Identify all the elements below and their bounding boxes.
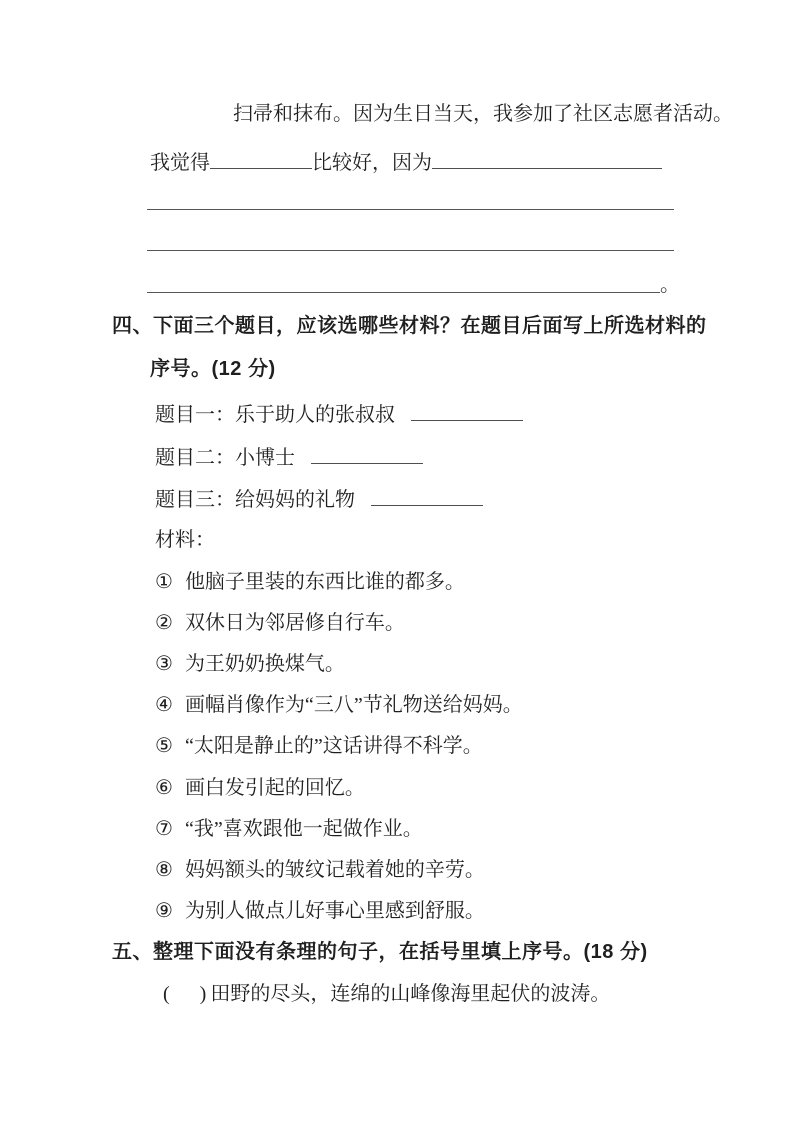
opinion-prefix: 我觉得 <box>150 152 210 174</box>
topic-item-3 <box>155 485 483 514</box>
answer-bracket-open: ( <box>163 983 170 1005</box>
opinion-answer-blank-2 <box>432 148 662 169</box>
opinion-sentence <box>150 148 662 177</box>
material-number-5: ⑤ <box>155 735 173 757</box>
answer-final-period: 。 <box>660 274 680 296</box>
intro-continuation-line: 扫帚和抹布。因为生日当天，我参加了社区志愿者活动。 <box>233 103 733 125</box>
material-item-6 <box>155 775 365 802</box>
material-text-5: “太阳是静止的”这话讲得不科学。 <box>184 735 483 757</box>
material-text-3: 为王奶奶换煤气。 <box>184 653 345 675</box>
topic-label-2: 题目二：小博士 <box>155 447 295 469</box>
material-number-7: ⑦ <box>155 818 173 840</box>
material-item-3 <box>155 651 345 678</box>
topic-item-2 <box>155 443 423 472</box>
material-text-7: “我”喜欢跟他一起做作业。 <box>184 818 423 840</box>
material-item-7 <box>155 816 423 843</box>
section-four-heading-line1: 四、下面三个题目，应该选哪些材料？在题目后面写上所选材料的 <box>112 315 707 337</box>
material-number-9: ⑨ <box>155 900 173 922</box>
materials-label: 材料： <box>155 529 215 551</box>
material-number-3: ③ <box>155 653 173 675</box>
answer-rule-2 <box>147 250 674 251</box>
opinion-suffix: 比较好，因为 <box>312 152 432 174</box>
material-text-1: 他脑子里装的东西比谁的都多。 <box>184 571 465 593</box>
material-number-6: ⑥ <box>155 777 173 799</box>
topic-label-1: 题目一：乐于助人的张叔叔 <box>155 404 395 426</box>
material-number-8: ⑧ <box>155 859 173 881</box>
answer-rule-1 <box>147 209 674 210</box>
material-number-4: ④ <box>155 694 173 716</box>
material-item-8 <box>155 857 485 884</box>
material-item-9 <box>155 898 485 925</box>
topic-answer-blank-3 <box>371 485 483 506</box>
topic-answer-blank-2 <box>311 443 423 464</box>
section-four-heading-line2: 序号。(12 分) <box>150 358 276 380</box>
opinion-answer-blank-1 <box>210 148 312 169</box>
material-text-8: 妈妈额头的皱纹记载着她的辛劳。 <box>184 859 485 881</box>
topic-item-1 <box>155 400 523 429</box>
material-number-2: ② <box>155 612 173 634</box>
answer-rule-3 <box>147 292 660 293</box>
sentence-text: 田野的尽头，连绵的山峰像海里起伏的波涛。 <box>210 983 611 1005</box>
material-number-1: ① <box>155 571 173 593</box>
answer-bracket-close: ) <box>199 983 207 1005</box>
topic-label-3: 题目三：给妈妈的礼物 <box>155 489 355 511</box>
material-text-2: 双休日为邻居修自行车。 <box>184 612 405 634</box>
topic-answer-blank-1 <box>411 400 523 421</box>
material-text-6: 画白发引起的回忆。 <box>184 777 365 799</box>
sentence-ordering-item-1 <box>163 981 610 1008</box>
material-item-2 <box>155 610 405 637</box>
material-item-4 <box>155 692 523 719</box>
section-five-heading: 五、整理下面没有条理的句子，在括号里填上序号。(18 分) <box>112 941 648 963</box>
material-item-5 <box>155 733 483 760</box>
material-text-9: 为别人做点儿好事心里感到舒服。 <box>184 900 485 922</box>
material-text-4: 画幅肖像作为“三八”节礼物送给妈妈。 <box>184 694 523 716</box>
material-item-1 <box>155 569 465 596</box>
